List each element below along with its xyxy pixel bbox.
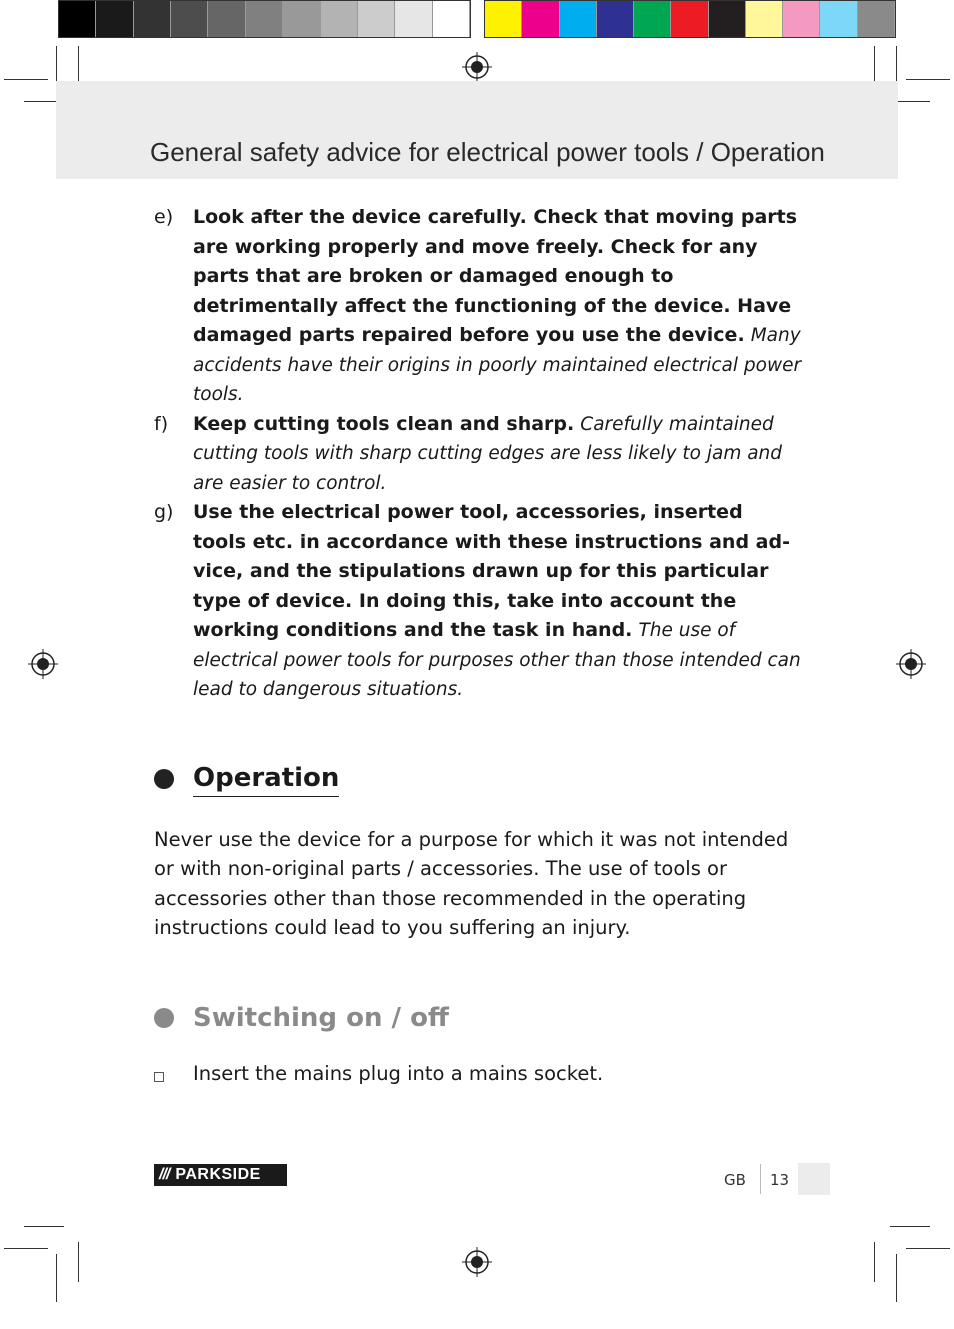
color-swatch bbox=[597, 1, 634, 37]
registration-mark-icon bbox=[462, 52, 492, 82]
language-code: GB bbox=[724, 1171, 746, 1189]
color-swatch bbox=[358, 1, 395, 37]
footer-divider bbox=[760, 1164, 761, 1194]
page-title: General safety advice for electrical power tools / Operation bbox=[150, 137, 825, 167]
color-swatch bbox=[321, 1, 358, 37]
crop-mark bbox=[896, 46, 897, 86]
page-number: 13 bbox=[770, 1171, 790, 1189]
brand-logo bbox=[154, 1164, 287, 1186]
checkbox-icon bbox=[154, 1072, 164, 1082]
safety-item-italic: The use of electrical power tools for purposes other than those intended can lead to dangerous situations. bbox=[193, 620, 801, 700]
color-swatch bbox=[134, 1, 171, 37]
color-swatch bbox=[820, 1, 857, 37]
page-content bbox=[154, 203, 802, 1088]
safety-item-text bbox=[193, 498, 802, 705]
section-heading-switching bbox=[154, 1001, 449, 1035]
crop-mark bbox=[906, 1248, 950, 1249]
section-heading-operation bbox=[154, 761, 339, 797]
color-swatch bbox=[634, 1, 671, 37]
page-tab bbox=[798, 1163, 830, 1195]
crop-mark bbox=[4, 1248, 48, 1249]
safety-item-e bbox=[154, 203, 802, 410]
page-header bbox=[56, 81, 898, 179]
section-heading-label: Switching on / off bbox=[193, 1002, 449, 1033]
registration-mark-icon bbox=[896, 649, 926, 679]
crop-mark bbox=[24, 1226, 64, 1227]
color-swatch bbox=[858, 1, 895, 37]
list-marker: g) bbox=[154, 501, 174, 523]
bullet-icon bbox=[154, 1008, 174, 1028]
crop-mark bbox=[4, 79, 48, 80]
crop-mark bbox=[56, 1254, 57, 1302]
grayscale-calibration-bar bbox=[58, 0, 471, 38]
operation-paragraph: Never use the device for a purpose for which it was not intended or with non-original parts / accessories. The use of tools or accessories other than those recommended in the operating instructions could lead to you suffering an injury. bbox=[154, 827, 789, 939]
bullet-icon bbox=[154, 769, 174, 789]
list-item bbox=[154, 1059, 802, 1089]
safety-item-text bbox=[193, 410, 802, 499]
safety-item-bold: Use the electrical power tool, accessories, inserted tools etc. in accordance with these instructions and ad-vice, and the stipulations drawn up for this particular type of device. In doing this, take into account the working conditions and the task in hand. bbox=[193, 501, 790, 641]
crop-mark bbox=[56, 46, 57, 86]
crop-mark bbox=[78, 46, 79, 86]
color-swatch bbox=[485, 1, 522, 37]
crop-mark bbox=[874, 46, 875, 86]
color-swatch bbox=[283, 1, 320, 37]
registration-mark-icon bbox=[462, 1247, 492, 1277]
brand-slashes: /// bbox=[159, 1166, 170, 1183]
list-marker: f) bbox=[154, 412, 169, 435]
color-swatch bbox=[208, 1, 245, 37]
safety-item-bold: Keep cutting tools clean and sharp. bbox=[193, 412, 575, 435]
color-swatch bbox=[246, 1, 283, 37]
color-swatch bbox=[746, 1, 783, 37]
color-swatch bbox=[171, 1, 208, 37]
crop-mark bbox=[890, 1226, 930, 1227]
crop-mark bbox=[896, 1254, 897, 1302]
crop-mark bbox=[906, 79, 950, 80]
safety-item-f bbox=[154, 410, 802, 499]
section-heading-label: Operation bbox=[193, 761, 339, 797]
color-swatch bbox=[433, 1, 470, 37]
color-swatch bbox=[395, 1, 432, 37]
safety-item-g bbox=[154, 498, 802, 705]
color-swatch bbox=[709, 1, 746, 37]
safety-item-italic: Many accidents have their origins in poorly maintained electrical power tools. bbox=[193, 325, 802, 405]
color-swatch bbox=[560, 1, 597, 37]
safety-item-italic: Carefully maintained cutting tools with sharp cutting edges are less likely to jam and are easier to control. bbox=[193, 413, 783, 494]
step-text: Insert the mains plug into a mains socket. bbox=[193, 1061, 604, 1085]
safety-item-text bbox=[193, 203, 802, 410]
color-swatch bbox=[522, 1, 559, 37]
color-swatch bbox=[783, 1, 820, 37]
color-swatch bbox=[671, 1, 708, 37]
color-swatch bbox=[59, 1, 96, 37]
crop-mark bbox=[874, 1242, 875, 1282]
color-swatch bbox=[96, 1, 133, 37]
brand-name: PARKSIDE bbox=[175, 1166, 261, 1183]
registration-mark-icon bbox=[28, 649, 58, 679]
color-calibration-bar bbox=[484, 0, 896, 38]
safety-item-bold: Look after the device carefully. Check that moving parts are working properly and move freely. Check for any parts that are broken or damaged enough to detrimentally affect the functioning of the device. Have damaged parts repaired before you use the device. bbox=[193, 206, 798, 346]
list-marker: e) bbox=[154, 206, 174, 228]
crop-mark bbox=[78, 1242, 79, 1282]
